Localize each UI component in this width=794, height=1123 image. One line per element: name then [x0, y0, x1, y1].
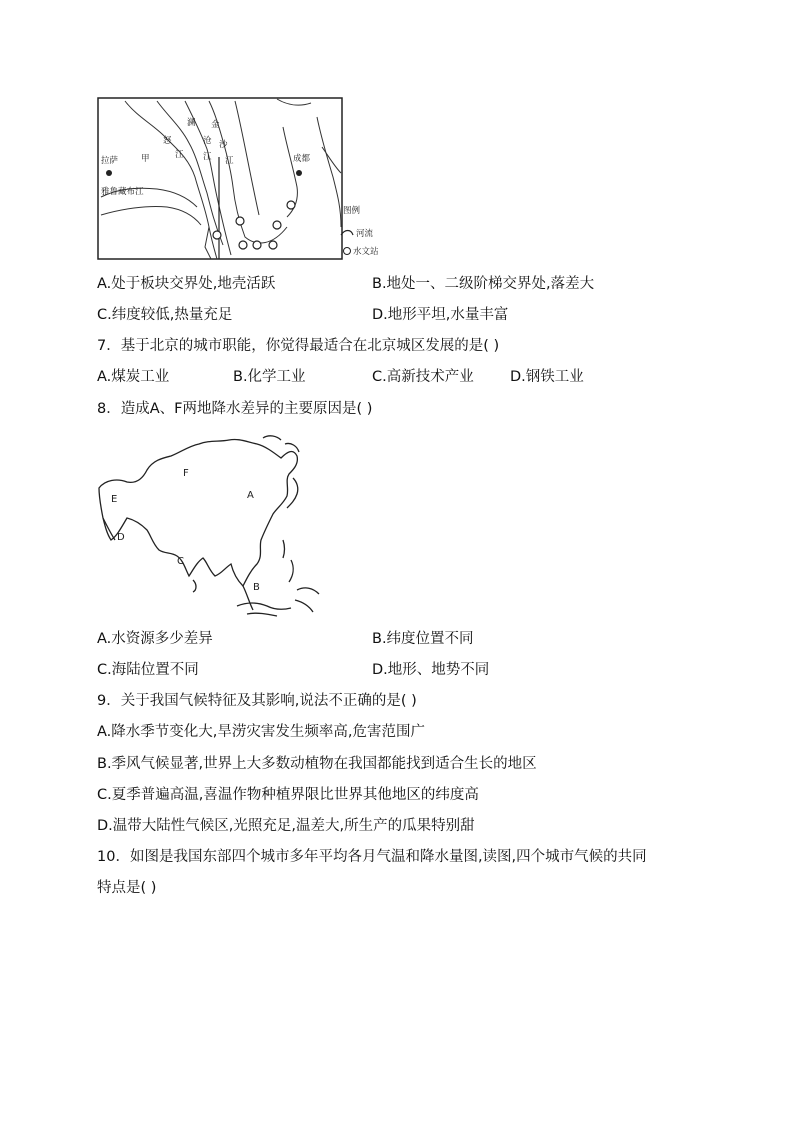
- label-yarlung: 雅鲁藏布江: [101, 187, 144, 197]
- chengdu-dot: [296, 170, 302, 176]
- q8-option-a: A.水资源多少差异: [97, 631, 213, 647]
- q9-option-b: B.季风气候显著,世界上大多数动植物在我国都能找到适合生长的地区: [97, 756, 537, 772]
- asia-outline: [99, 436, 319, 616]
- q9-stem: 9．关于我国气候特征及其影响,说法不正确的是( ): [97, 693, 417, 709]
- q6-option-b: B.地处一、二级阶梯交界处,落差大: [372, 276, 595, 292]
- legend-river: 河流: [356, 229, 374, 239]
- map-label-a: A: [247, 490, 254, 501]
- q7-option-c: C.高新技术产业: [372, 369, 474, 385]
- q8-option-d: D.地形、地势不同: [372, 662, 490, 678]
- label-lasa: 拉萨: [101, 156, 119, 166]
- q7-option-b: B.化学工业: [233, 369, 306, 385]
- label-jin: 金: [211, 120, 220, 130]
- label-chengdu: 成都: [293, 154, 311, 164]
- q8-option-b: B.纬度位置不同: [372, 631, 474, 647]
- label-cang: 沧: [203, 136, 212, 146]
- map-label-f: F: [183, 468, 189, 479]
- river-legend-icon: [341, 231, 353, 236]
- q7-option-a: A.煤炭工业: [97, 369, 170, 385]
- legend-station: 水文站: [353, 247, 379, 257]
- q7-option-d: D.钢铁工业: [510, 369, 584, 385]
- river-map-figure: [97, 97, 379, 261]
- label-jia: 甲: [141, 154, 150, 164]
- map-label-c: C: [177, 556, 184, 567]
- label-sha: 沙: [219, 140, 228, 150]
- q6-option-c: C.纬度较低,热量充足: [97, 307, 233, 323]
- label-jiang3: 江: [225, 156, 234, 166]
- asia-map-svg: [97, 430, 323, 620]
- map-legend: [341, 205, 379, 257]
- q9-option-d: D.温带大陆性气候区,光照充足,温差大,所生产的瓜果特别甜: [97, 818, 475, 834]
- q9-option-a: A.降水季节变化大,旱涝灾害发生频率高,危害范围广: [97, 724, 425, 740]
- q8-option-c: C.海陆位置不同: [97, 662, 199, 678]
- q7-stem: 7．基于北京的城市职能，你觉得最适合在北京城区发展的是( ): [97, 338, 500, 354]
- label-nu: 怒: [163, 136, 172, 146]
- asia-map-figure: [97, 430, 323, 620]
- label-jiang2: 江: [203, 152, 212, 162]
- label-lan: 澜: [187, 118, 196, 128]
- label-jiang1: 江: [175, 150, 184, 160]
- lasa-dot: [106, 170, 112, 176]
- q10-stem-line1: 10．如图是我国东部四个城市多年平均各月气温和降水量图,读图,四个城市气候的共同: [97, 849, 647, 865]
- river-map-svg: [97, 97, 379, 261]
- map-label-e: E: [111, 494, 118, 505]
- q8-stem: 8．造成A、F两地降水差异的主要原因是( ): [97, 401, 373, 417]
- q6-option-d: D.地形平坦,水量丰富: [372, 307, 509, 323]
- legend-title: 图例: [343, 206, 361, 216]
- q10-stem-line2: 特点是( ): [97, 880, 157, 896]
- map-label-b: B: [253, 582, 260, 593]
- station-legend-icon: [344, 248, 351, 255]
- q6-option-a: A.处于板块交界处,地壳活跃: [97, 276, 276, 292]
- map-label-d: D: [117, 532, 125, 543]
- q9-option-c: C.夏季普遍高温,喜温作物种植界限比世界其他地区的纬度高: [97, 787, 479, 803]
